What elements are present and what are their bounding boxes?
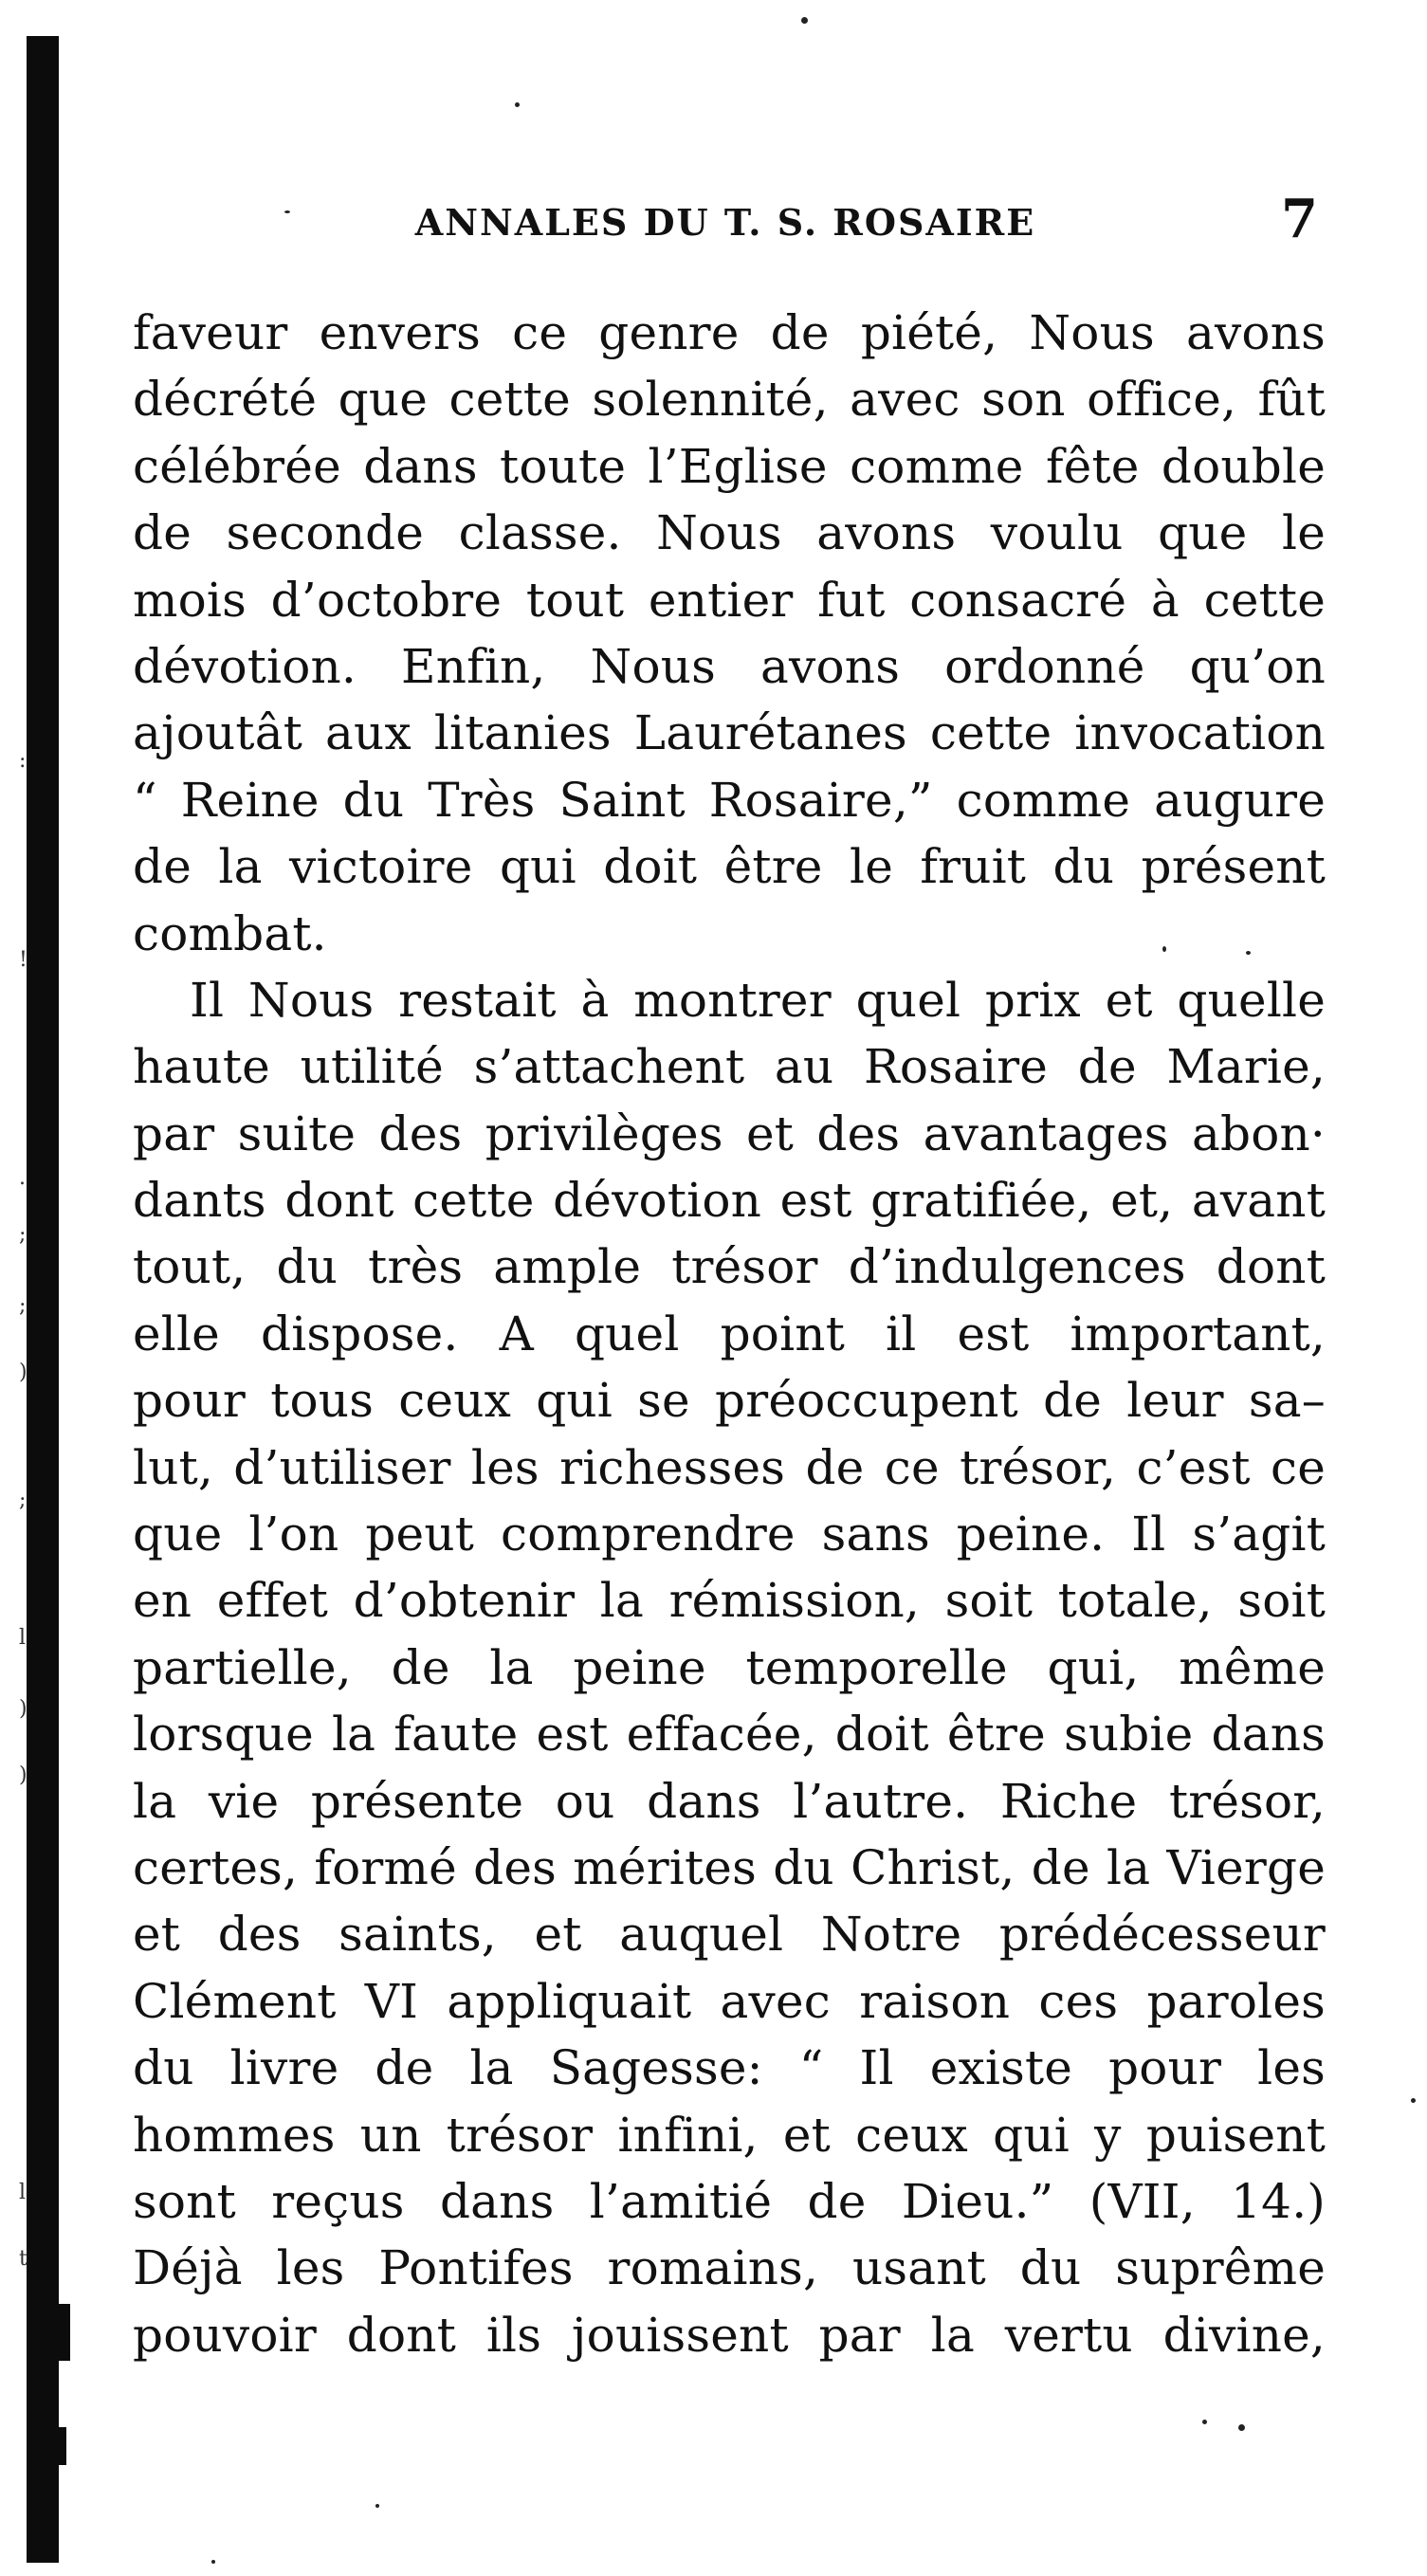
scan-speck	[801, 17, 808, 24]
binding-notch	[57, 2427, 66, 2465]
running-head	[133, 188, 1318, 264]
text-line: et des saints, et auquel Notre prédécesseur	[133, 1907, 1326, 1963]
text-line: lut, d’utiliser les richesses de ce trésor, c’est ce	[133, 1439, 1326, 1495]
margin-mark: )	[19, 1361, 27, 1384]
margin-mark: .	[19, 1166, 26, 1190]
margin-mark: ;	[19, 1294, 27, 1318]
scan-speck	[515, 102, 520, 107]
paragraph-end-line: combat.	[133, 905, 327, 961]
text-line: célébrée dans toute l’Eglise comme fête double	[133, 438, 1326, 494]
text-line: “ Reine du Très Saint Rosaire,” comme augure	[133, 772, 1326, 828]
margin-mark: !	[19, 948, 27, 972]
margin-mark: ;	[19, 1223, 27, 1247]
text-line: hommes un trésor infini, et ceux qui y puisent	[133, 2107, 1326, 2163]
scan-speck	[375, 2504, 379, 2508]
text-line: pour tous ceux qui se préoccupent de leur sa–	[133, 1373, 1326, 1429]
body-text	[133, 300, 1326, 2368]
margin-mark: :	[19, 749, 27, 773]
text-line: dants dont cette dévotion est gratifiée, et, avant	[133, 1173, 1326, 1229]
text-line: lorsque la faute est effacée, doit être subie dans	[133, 1707, 1326, 1763]
text-line: pouvoir dont ils jouissent par la vertu divine,	[133, 2307, 1326, 2363]
scan-speck	[1202, 2420, 1207, 2424]
text-line: dévotion. Enfin, Nous avons ordonné qu’on	[133, 638, 1326, 694]
text-line: mois d’octobre tout entier fut consacré à cette	[133, 572, 1326, 628]
text-line: sont reçus dans l’amitié de Dieu.” (VII, 14.)	[133, 2173, 1326, 2229]
text-line: par suite des privilèges et des avantages abon·	[133, 1105, 1326, 1161]
margin-mark: )	[19, 1763, 27, 1787]
text-line: Clément VI appliquait avec raison ces paroles	[133, 1973, 1326, 2029]
binding-edge	[27, 36, 59, 2563]
text-line: décrété que cette solennité, avec son office, fût	[133, 372, 1326, 428]
running-title: ANNALES DU T. S. ROSAIRE	[414, 201, 1036, 244]
text-line: de la victoire qui doit être le fruit du présent	[133, 839, 1326, 895]
margin-mark: l	[19, 1626, 27, 1650]
text-line: de seconde classe. Nous avons voulu que le	[133, 505, 1326, 561]
text-line: tout, du très ample trésor d’indulgences dont	[133, 1239, 1326, 1295]
paragraph-start-line: Il Nous restait à montrer quel prix et quelle	[190, 972, 1326, 1028]
binding-notch	[57, 2304, 70, 2361]
text-line: Déjà les Pontifes romains, usant du suprême	[133, 2240, 1326, 2296]
page-number: 7	[1281, 188, 1318, 250]
text-line: elle dispose. A quel point il est important,	[133, 1306, 1326, 1361]
scan-speck	[1411, 2098, 1416, 2103]
margin-mark: t	[19, 2247, 27, 2271]
margin-mark: ;	[19, 1489, 27, 1512]
text-line: ajoutât aux litanies Laurétanes cette invocation	[133, 705, 1326, 761]
scan-speck	[211, 2560, 215, 2564]
scan-speck	[1238, 2424, 1245, 2431]
text-line: que l’on peut comprendre sans peine. Il s’agit	[133, 1507, 1326, 1562]
text-line: faveur envers ce genre de piété, Nous avons	[133, 305, 1326, 360]
text-line: partielle, de la peine temporelle qui, même	[133, 1639, 1326, 1695]
text-line: du livre de la Sagesse: “ Il existe pour les	[133, 2040, 1326, 2096]
text-line: certes, formé des mérites du Christ, de la Vierge	[133, 1839, 1326, 1895]
margin-mark: l	[19, 2181, 27, 2204]
text-line: en effet d’obtenir la rémission, soit totale, soit	[133, 1573, 1326, 1629]
text-line: la vie présente ou dans l’autre. Riche trésor,	[133, 1773, 1326, 1829]
text-line: haute utilité s’attachent au Rosaire de Marie,	[133, 1039, 1326, 1095]
margin-mark: )	[19, 1697, 27, 1721]
